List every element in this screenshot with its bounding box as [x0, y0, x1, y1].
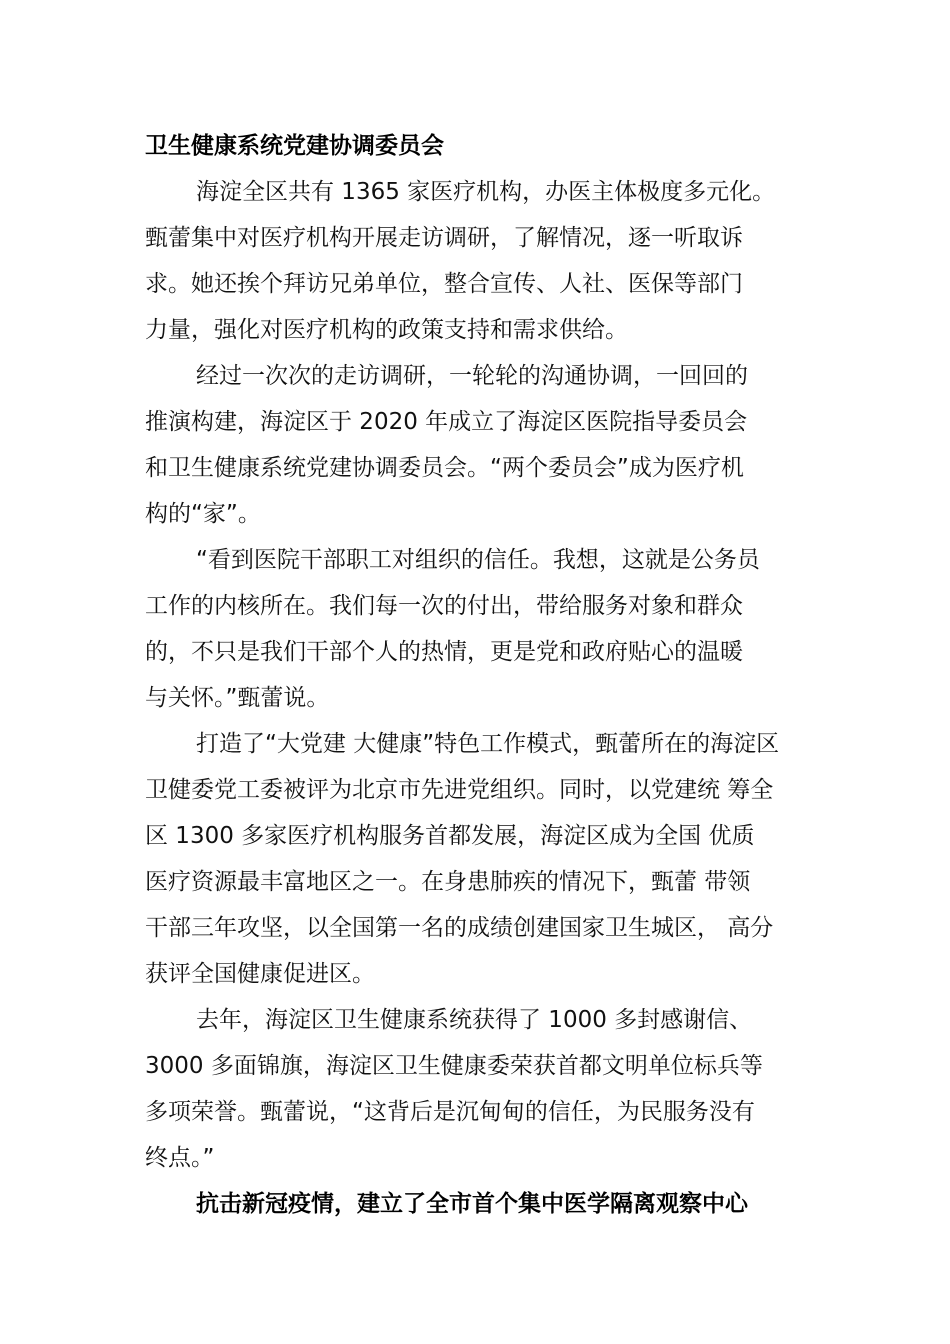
paragraph-line: 推演构建，海淀区于 2020 年成立了海淀区医院指导委员会 [145, 409, 748, 435]
paragraph-line: 和卫生健康系统党建协调委员会。“两个委员会”成为医疗机 [145, 455, 744, 481]
paragraph-5 [145, 997, 835, 1181]
article-body [145, 123, 835, 1227]
paragraph-1 [145, 169, 835, 353]
paragraph-line: “看到医院干部职工对组织的信任。我想，这就是公务员 [196, 547, 760, 573]
paragraph-line: 的，不只是我们干部个人的热情，更是党和政府贴心的温暖 [145, 639, 743, 665]
paragraph-line: 多项荣誉。甄蕾说，“这背后是沉甸甸的信任，为民服务没有 [145, 1099, 755, 1125]
paragraph-line: 卫健委党工委被评为北京市先进党组织。同时，以党建统 筹全 [145, 777, 774, 803]
paragraph-line: 经过一次次的走访调研，一轮轮的沟通协调，一回回的 [196, 363, 748, 389]
paragraph-line: 与关怀。”甄蕾说。 [145, 685, 330, 711]
paragraph-3 [145, 537, 835, 721]
paragraph-line: 医疗资源最丰富地区之一。在身患肺疾的情况下，甄蕾 带领 [145, 869, 751, 895]
paragraph-line: 3000 多面锦旗，海淀区卫生健康委荣获首都文明单位标兵等 [145, 1053, 763, 1079]
paragraph-line: 打造了“大党建 大健康”特色工作模式，甄蕾所在的海淀区 [196, 731, 780, 757]
paragraph-line: 终点。” [145, 1145, 215, 1171]
paragraph-4 [145, 721, 835, 997]
paragraph-line: 区 1300 多家医疗机构服务首都发展，海淀区成为全国 优质 [145, 823, 755, 849]
paragraph-line: 干部三年攻坚，以全国第一名的成绩创建国家卫生城区， 高分 [145, 915, 774, 941]
paragraph-line: 构的“家”。 [145, 501, 261, 527]
section-heading-covid: 抗击新冠疫情，建立了全市首个集中医学隔离观察中心 [196, 1191, 748, 1217]
paragraph-line: 力量，强化对医疗机构的政策支持和需求供给。 [145, 317, 628, 343]
section-heading-party-building: 卫生健康系统党建协调委员会 [145, 133, 444, 159]
paragraph-line: 海淀全区共有 1365 家医疗机构，办医主体极度多元化。 [196, 179, 776, 205]
paragraph-line: 工作的内核所在。我们每一次的付出，带给服务对象和群众 [145, 593, 743, 619]
paragraph-line: 求。她还挨个拜访兄弟单位，整合宣传、人社、医保等部门 [145, 271, 743, 297]
paragraph-line: 去年，海淀区卫生健康系统获得了 1000 多封感谢信、 [196, 1007, 753, 1033]
paragraph-line: 获评全国健康促进区。 [145, 961, 375, 987]
paragraph-2 [145, 353, 835, 537]
paragraph-line: 甄蕾集中对医疗机构开展走访调研，了解情况，逐一听取诉 [145, 225, 743, 251]
